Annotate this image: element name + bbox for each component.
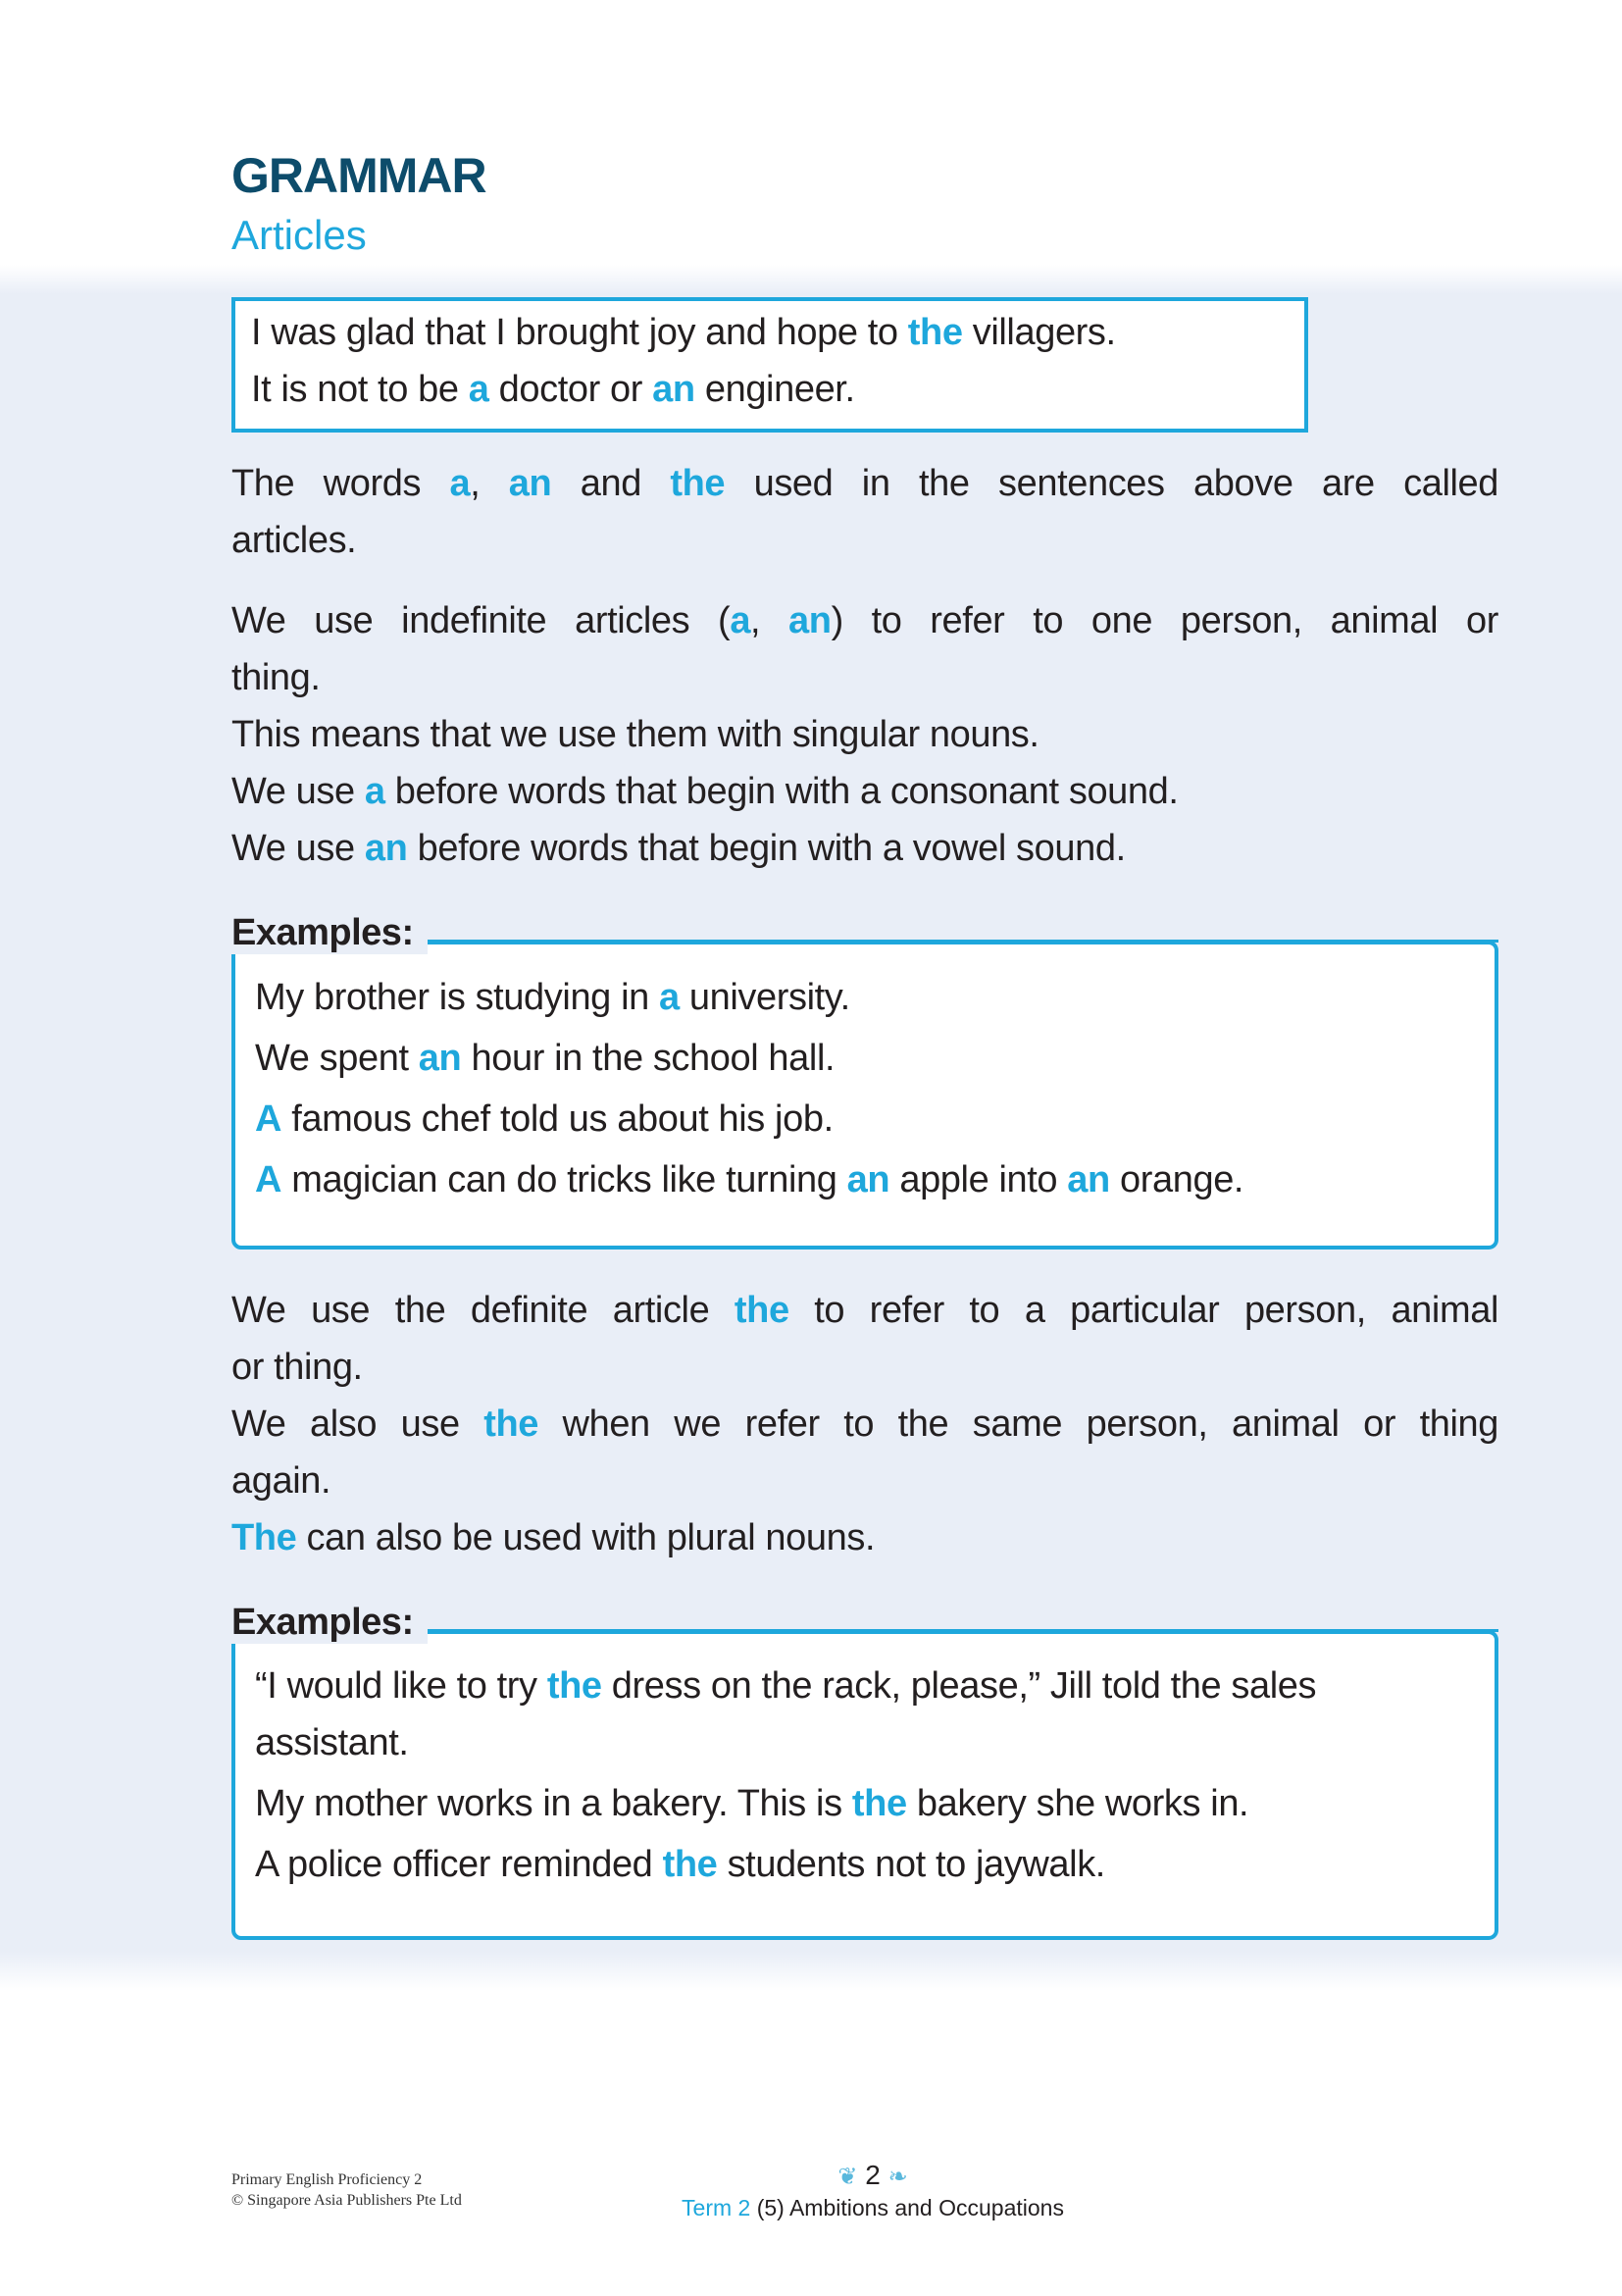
text-segment: “I would like to try — [255, 1665, 547, 1707]
text-segment: engineer. — [694, 369, 855, 410]
article-highlight: the — [670, 463, 726, 504]
text-line — [231, 828, 1126, 870]
text-line — [255, 1159, 1243, 1201]
text-line — [251, 312, 1116, 354]
copyright: © Singapore Asia Publishers Pte Ltd — [231, 2192, 462, 2209]
text-segment: It is not to be — [251, 369, 469, 410]
text-segment: We also use — [231, 1403, 484, 1445]
text-segment: ) to refer to one person, animal or — [831, 600, 1498, 641]
text-segment: when we refer to the same person, animal or thing — [538, 1403, 1498, 1445]
text-segment: , — [750, 600, 789, 641]
unit-label — [647, 2195, 1098, 2221]
text-segment: thing. — [231, 657, 321, 698]
text-segment: orange. — [1109, 1159, 1244, 1200]
article-highlight: a — [659, 977, 680, 1018]
text-segment: famous chef told us about his job. — [281, 1098, 834, 1140]
text-segment: We use indefinite articles ( — [231, 600, 731, 641]
article-highlight: an — [788, 600, 832, 641]
text-segment: We use — [231, 828, 365, 869]
text-segment: can also be used with plural nouns. — [296, 1517, 876, 1558]
unit-title: (5) Ambitions and Occupations — [756, 2195, 1064, 2220]
text-segment: students not to jaywalk. — [717, 1844, 1105, 1885]
article-highlight: a — [449, 463, 471, 504]
term-label: Term 2 — [682, 2195, 751, 2220]
text-line — [231, 771, 1179, 813]
article-highlight: a — [468, 369, 489, 410]
text-segment: My mother works in a bakery. This is — [255, 1783, 852, 1824]
text-line — [251, 369, 855, 411]
text-line — [255, 1844, 1105, 1886]
article-highlight: an — [364, 828, 408, 869]
article-highlight: A — [255, 1159, 282, 1200]
page-number-block — [804, 2160, 941, 2191]
text-segment: before words that begin with a vowel sound. — [407, 828, 1126, 869]
text-segment: and — [551, 463, 671, 504]
text-line — [255, 1098, 834, 1141]
article-highlight: the — [662, 1844, 718, 1885]
text-line — [231, 600, 1498, 642]
text-segment: bakery she works in. — [906, 1783, 1249, 1824]
text-line — [255, 977, 850, 1019]
article-highlight: the — [851, 1783, 907, 1824]
text-line — [231, 463, 1498, 505]
text-line — [231, 1403, 1498, 1446]
article-highlight: the — [907, 312, 963, 353]
text-line — [255, 1783, 1248, 1825]
text-line — [255, 1665, 1316, 1708]
article-highlight: an — [1067, 1159, 1110, 1200]
text-segment: A police officer reminded — [255, 1844, 663, 1885]
examples-label: Examples: — [231, 912, 428, 954]
article-highlight: an — [508, 463, 552, 504]
text-segment: This means that we use them with singular nouns. — [231, 714, 1039, 755]
ornament-left-icon: ❦ — [837, 2164, 858, 2190]
examples-label: Examples: — [231, 1602, 428, 1644]
text-segment: My brother is studying in — [255, 977, 659, 1018]
text-line — [231, 520, 356, 562]
article-highlight: the — [734, 1290, 789, 1331]
article-highlight: a — [364, 771, 385, 812]
text-line — [231, 1460, 330, 1503]
text-segment: magician can do tricks like turning — [281, 1159, 847, 1200]
text-line — [231, 1517, 875, 1559]
article-highlight: the — [546, 1665, 602, 1707]
text-segment: again. — [231, 1460, 331, 1502]
text-segment: university. — [679, 977, 850, 1018]
text-line — [231, 657, 321, 699]
article-highlight: an — [652, 369, 695, 410]
page-subtitle: Articles — [231, 212, 367, 258]
book-title: Primary English Proficiency 2 — [231, 2171, 423, 2188]
text-segment: hour in the school hall. — [461, 1038, 836, 1079]
text-segment: before words that begin with a consonant sound. — [384, 771, 1179, 812]
text-segment: doctor or — [488, 369, 653, 410]
text-segment: We use — [231, 771, 365, 812]
text-segment: apple into — [889, 1159, 1068, 1200]
text-line — [231, 1347, 363, 1389]
article-highlight: an — [418, 1038, 462, 1079]
text-line — [231, 1290, 1498, 1332]
article-highlight: a — [730, 600, 751, 641]
text-segment: We spent — [255, 1038, 419, 1079]
text-segment: assistant. — [255, 1722, 409, 1763]
text-segment: dress on the rack, please,” Jill told the sales — [601, 1665, 1317, 1707]
text-segment: The words — [231, 463, 450, 504]
text-line — [255, 1038, 835, 1080]
text-line — [255, 1722, 409, 1764]
article-highlight: A — [255, 1098, 282, 1140]
publisher-info — [231, 2169, 462, 2211]
ornament-right-icon: ❧ — [887, 2164, 908, 2190]
text-line — [231, 714, 1039, 756]
article-highlight: the — [483, 1403, 539, 1445]
text-segment: to refer to a particular person, animal — [788, 1290, 1498, 1331]
text-segment: villagers. — [962, 312, 1116, 353]
text-segment: I was glad that I brought joy and hope to — [251, 312, 908, 353]
page-title: GRAMMAR — [231, 148, 486, 203]
page-number: 2 — [865, 2160, 881, 2190]
text-segment: articles. — [231, 520, 357, 561]
article-highlight: an — [846, 1159, 890, 1200]
article-highlight: The — [231, 1517, 297, 1558]
text-segment: used in the sentences above are called — [725, 463, 1498, 504]
text-segment: We use the definite article — [231, 1290, 735, 1331]
text-segment: or thing. — [231, 1347, 363, 1388]
text-segment: , — [470, 463, 509, 504]
